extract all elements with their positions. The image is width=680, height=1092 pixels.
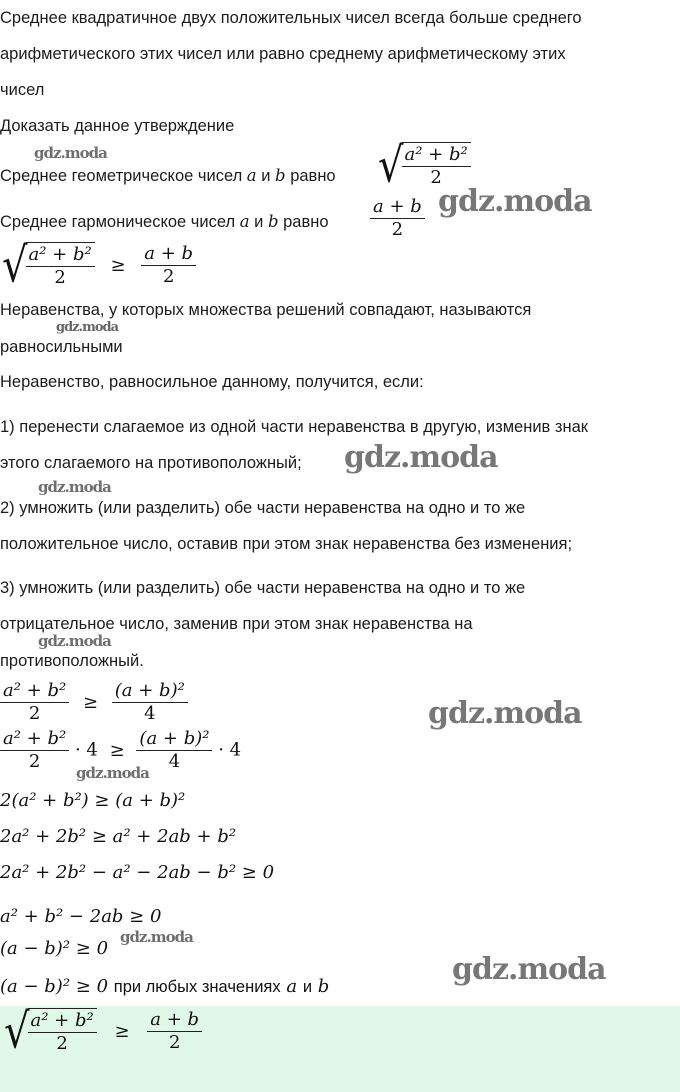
harmonic-formula: $\frac{a + b}{2}$ bbox=[370, 196, 425, 241]
watermark: gdz.moda bbox=[428, 696, 582, 731]
rule-3-line-3: противоположный. bbox=[0, 652, 144, 670]
watermark: gdz.moda bbox=[56, 320, 119, 335]
harmonic-text: Среднее гармоническое чисел a и b равно bbox=[0, 212, 329, 231]
watermark: gdz.moda bbox=[344, 440, 498, 475]
step-7: (a − b)² ≥ 0 bbox=[0, 938, 109, 959]
geometric-text: Среднее геометрическое чисел a и b равно bbox=[0, 166, 336, 185]
step-4: 2a² + 2b² ≥ a² + 2ab + b² bbox=[0, 826, 237, 847]
watermark: gdz.moda bbox=[34, 144, 107, 162]
rule-intro: Неравенство, равносильное данному, получится, если: bbox=[0, 373, 424, 391]
watermark: gdz.moda bbox=[38, 478, 111, 496]
main-inequality: √ $\frac{\text{a² + b²}}{2}$ ≥ $\frac{a + b}{2}$ bbox=[2, 242, 196, 289]
watermark: gdz.moda bbox=[38, 632, 111, 650]
statement-line-3: чисел bbox=[0, 81, 45, 99]
conclusion-inequality: √ $\frac{\text{a² + b²}}{2}$ ≥ $\frac{a + b}{2}$ bbox=[4, 1008, 202, 1055]
step-8: (a − b)² ≥ 0 при любых значениях a и b bbox=[0, 976, 330, 997]
definition-line-1: Неравенства, у которых множества решений совпадают, называются bbox=[0, 301, 532, 319]
step-6: a² + b² − 2ab ≥ 0 bbox=[0, 906, 162, 927]
rule-1-line-2: этого слагаемого на противоположный; bbox=[0, 454, 302, 472]
step-1: $\frac{\text{a² + b²}}{2}$ ≥ $\frac{\text{(a + b)²}}{4}$ bbox=[0, 680, 188, 725]
statement-line-1: Среднее квадратичное двух положительных чисел всегда больше среднего bbox=[0, 9, 582, 27]
prove-heading: Доказать данное утверждение bbox=[0, 117, 235, 135]
watermark: gdz.moda bbox=[76, 764, 149, 782]
rule-2-line-2: положительное число, оставив при этом знак неравенства без изменения; bbox=[0, 535, 573, 553]
rule-3-line-1: 3) умножить (или разделить) обе части неравенства на одно и то же bbox=[0, 579, 526, 597]
rule-3-line-2: отрицательное число, заменив при этом знак неравенства на bbox=[0, 615, 473, 633]
definition-line-2: равносильными bbox=[0, 338, 123, 356]
statement-line-2: арифметического этих чисел или равно среднему арифметическому этих bbox=[0, 45, 566, 63]
step-3: 2(a² + b²) ≥ (a + b)² bbox=[0, 790, 186, 811]
step-5: 2a² + 2b² − a² − 2ab − b² ≥ 0 bbox=[0, 862, 275, 883]
rule-2-line-1: 2) умножить (или разделить) обе части неравенства на одно и то же bbox=[0, 499, 526, 517]
rule-1-line-1: 1) перенести слагаемое из одной части неравенства в другую, изменив знак bbox=[0, 418, 588, 436]
watermark: gdz.moda bbox=[452, 952, 606, 987]
watermark: gdz.moda bbox=[438, 184, 592, 219]
geometric-formula: √ $\frac{\text{a² + b²}}{2}$ bbox=[378, 142, 471, 189]
step-2: $\frac{\text{a² + b²}}{2}$ · 4 ≥ $\frac{\text{(a + b)²}}{4}$ · 4 bbox=[0, 728, 241, 773]
watermark: gdz.moda bbox=[120, 928, 193, 946]
